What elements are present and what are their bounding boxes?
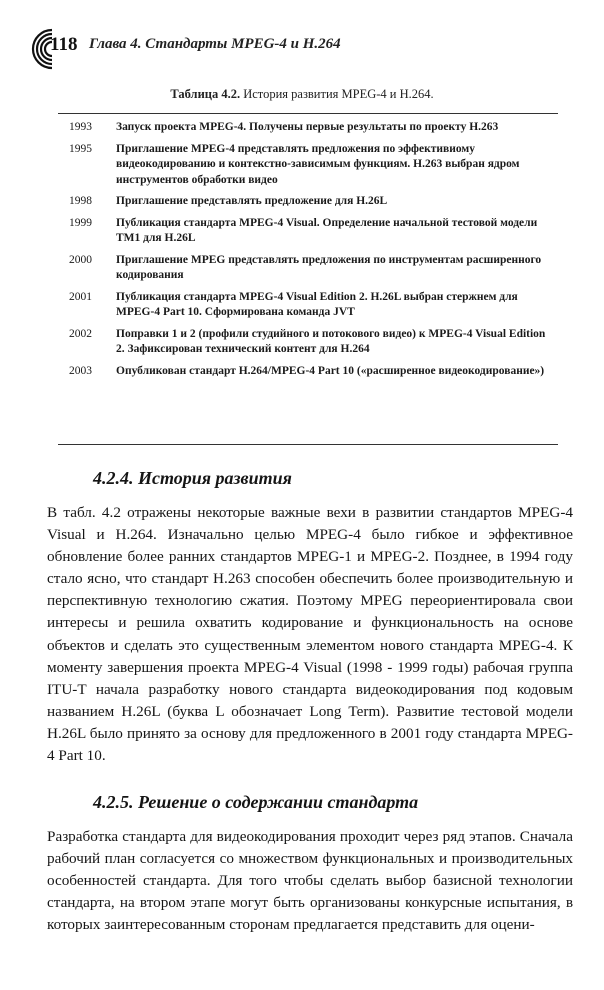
table-event: Приглашение MPEG представлять предложения по инструментам расширенного кодирования [116, 253, 542, 281]
table-event: Приглашение представлять предложение для H.26L [116, 195, 388, 207]
table-year: 1999 [69, 216, 92, 229]
section-title-history: 4.2.4. История развития [93, 468, 292, 488]
table-row [58, 327, 558, 358]
table-event: Публикация стандарта MPEG-4 Visual. Определение начальной тестовой модели TM1 для H.26L [116, 216, 538, 244]
table-caption-text: История развития MPEG-4 и H.264. [243, 87, 434, 101]
table-row [58, 364, 558, 380]
table-row [58, 194, 558, 210]
table-row [58, 120, 558, 136]
history-table [58, 120, 558, 385]
page-number: 118 [50, 34, 78, 55]
table-event: Приглашение MPEG-4 представлять предложения по эффективиому видеокодированию и контекстно-зависимым функциям. H.263 выбран ядром инструментов обработки видео [116, 142, 520, 186]
table-event: Поправки 1 и 2 (профили студийного и потокового видео) к MPEG-4 Visual Edition 2. Зафиксирован технический контент для H.264 [116, 327, 546, 355]
table-row [58, 290, 558, 321]
table-row [58, 142, 558, 189]
table-year: 2003 [69, 364, 92, 377]
table-caption-label: Таблица 4.2. [170, 87, 241, 101]
table-year: 2002 [69, 327, 92, 340]
section-title-content-decision: 4.2.5. Решение о содержании стандарта [93, 792, 419, 812]
table-row [58, 253, 558, 284]
table-event: Запуск проекта MPEG-4. Получены первые результаты по проекту H.263 [116, 121, 499, 133]
table-year: 2001 [69, 290, 92, 303]
section-paragraph-history: В табл. 4.2 отражены некоторые важные вехи в развитии стандартов MPEG-4 Visual и H.264. Изначально целью MPEG-4 было гибкое и эффективное обновление более ранних стандартов MPEG-1 и MPEG-2. Позднее, в 1994 году стало ясно, что стандарт H.263 способен обеспечить более производительную и перспективную технологию сжатия. Поэтому MPEG переориентировала свои интересы и решила охватить кодирование и функциональность на основе объектов и сделать это существенным элементом нового стандарта MPEG-4. К моменту завершения проекта MPEG-4 Visual (1998 - 1999 годы) рабочая группа ITU-T начала разработку нового стандарта видеокодирования под кодовым названием H.26L (буква L обозначает Long Term). Развитие тестовой модели H.26L было принято за основу для предложенного в 2001 году стандарта MPEG-4 Part 10. [47, 504, 573, 765]
table-year: 1995 [69, 142, 92, 155]
page-header [22, 26, 582, 72]
table-year: 1993 [69, 121, 92, 133]
table-top-rule [58, 113, 558, 114]
table-year: 2000 [69, 253, 92, 266]
table-row [58, 216, 558, 247]
table-bottom-rule [58, 444, 558, 445]
table-caption [0, 87, 604, 102]
running-title: Глава 4. Стандарты MPEG-4 и H.264 [89, 36, 341, 52]
table-event: Опубликован стандарт H.264/MPEG-4 Part 10 («расширенное видеокодирование») [116, 364, 545, 377]
table-event: Публикация стандарта MPEG-4 Visual Edition 2. H.26L выбран стержнем для MPEG-4 Part 10. Сформирована команда JVT [116, 290, 518, 318]
section-paragraph-content-decision: Разработка стандарта для видеокодирования проходит через ряд этапов. Сначала рабочий план согласуется со множеством функциональных и производительных особенностей стандарта. Для того чтобы сделать выбор базисной технологии стандарта, на втором этапе могут быть организованы конкурсные испытания, в которых заинтересованным сторонам предлагается представить для оцени- [47, 828, 573, 934]
table-year: 1998 [69, 195, 92, 207]
